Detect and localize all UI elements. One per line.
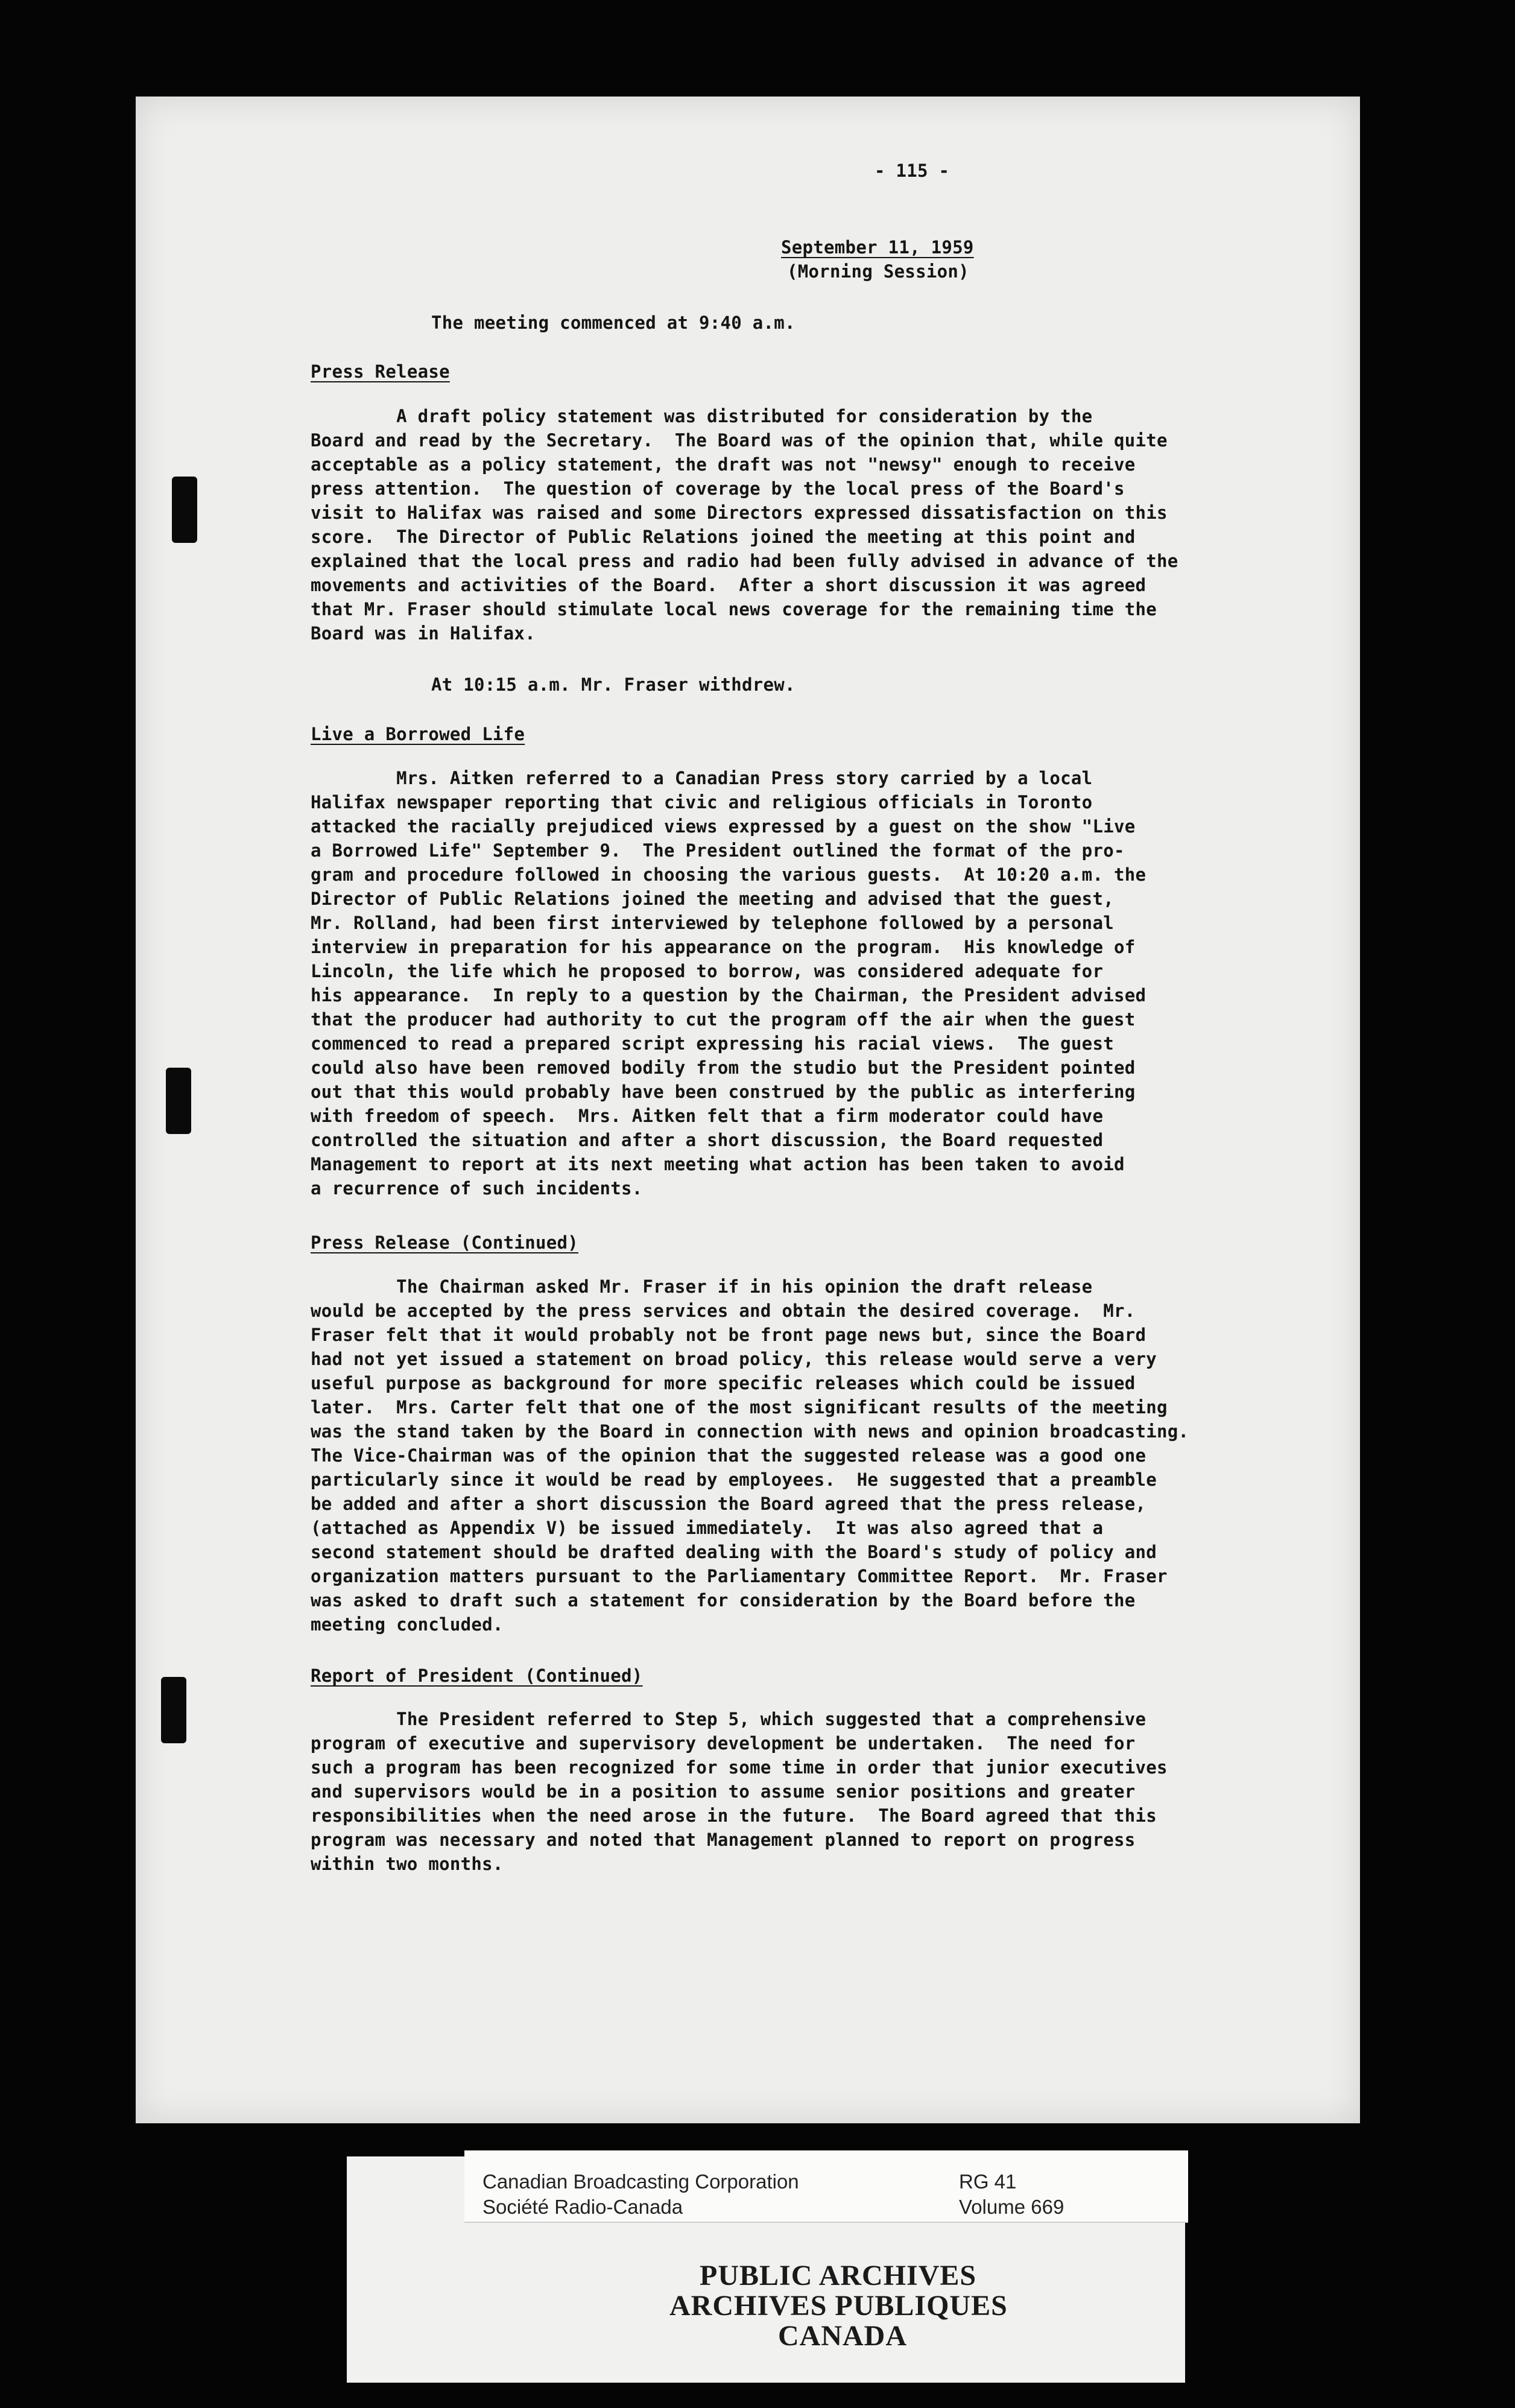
text-line: responsibilities when the need arose in the future. The Board agreed that this [311, 1805, 1157, 1826]
text-line: commenced to read a prepared script expressing his racial views. The guest [311, 1033, 1114, 1054]
session-label: (Morning Session) [787, 261, 969, 282]
text-line: (attached as Appendix V) be issued immediately. It was also agreed that a [311, 1518, 1104, 1538]
text-line: Board was in Halifax. [311, 623, 536, 644]
paragraph-live-a-borrowed-life [311, 766, 1456, 1200]
text-line: a recurrence of such incidents. [311, 1178, 643, 1199]
text-line: visit to Halifax was raised and some Directors expressed dissatisfaction on this [311, 502, 1168, 523]
record-group: RG 41 [959, 2170, 1017, 2193]
text-line: Board and read by the Secretary. The Board was of the opinion that, while quite [311, 430, 1168, 451]
text-line: Lincoln, the life which he proposed to borrow, was considered adequate for [311, 961, 1104, 981]
paragraph-press-release [311, 404, 1456, 645]
archives-line-3: CANADA [778, 2320, 907, 2352]
text-line: Fraser felt that it would probably not be front page news but, since the Board [311, 1325, 1147, 1345]
text-line: his appearance. In reply to a question by the Chairman, the President advised [311, 985, 1147, 1006]
date-heading: September 11, 1959 [781, 237, 974, 258]
document-page [136, 97, 1360, 2123]
section-heading-press-release: Press Release [311, 361, 450, 382]
text-line: A draft policy statement was distributed for consideration by the [311, 406, 1093, 426]
punch-hole-middle [166, 1068, 191, 1134]
section-heading-live-a-borrowed-life: Live a Borrowed Life [311, 724, 525, 744]
text-line: interview in preparation for his appearance on the program. His knowledge of [311, 937, 1136, 957]
archives-line-1: PUBLIC ARCHIVES [700, 2260, 977, 2292]
text-line: The President referred to Step 5, which suggested that a comprehensive [311, 1709, 1147, 1729]
punch-hole-bottom [161, 1677, 186, 1743]
text-line: was the stand taken by the Board in connection with news and opinion broadcasting. [311, 1421, 1189, 1442]
text-line: particularly since it would be read by employees. He suggested that a preamble [311, 1469, 1157, 1490]
archives-line-2: ARCHIVES PUBLIQUES [669, 2290, 1008, 2322]
text-line: Mr. Rolland, had been first interviewed by telephone followed by a personal [311, 913, 1114, 933]
org-name-english: Canadian Broadcasting Corporation [482, 2170, 799, 2193]
text-line: program of executive and supervisory development be undertaken. The need for [311, 1733, 1136, 1754]
text-line: controlled the situation and after a short discussion, the Board requested [311, 1130, 1104, 1150]
fraser-withdrew-note: At 10:15 a.m. Mr. Fraser withdrew. [431, 674, 795, 695]
text-line: that the producer had authority to cut the program off the air when the guest [311, 1009, 1136, 1030]
page-number: - 115 - [875, 160, 950, 181]
text-line: with freedom of speech. Mrs. Aitken felt that a firm moderator could have [311, 1106, 1104, 1126]
text-line: Mrs. Aitken referred to a Canadian Press story carried by a local [311, 768, 1093, 788]
text-line: would be accepted by the press services and obtain the desired coverage. Mr. [311, 1301, 1136, 1321]
section-heading-report-of-president: Report of President (Continued) [311, 1665, 643, 1686]
text-line: useful purpose as background for more specific releases which could be issued [311, 1373, 1136, 1393]
text-line: be added and after a short discussion the Board agreed that the press release, [311, 1494, 1147, 1514]
text-line: organization matters pursuant to the Parliamentary Committee Report. Mr. Fraser [311, 1566, 1168, 1586]
text-line: a Borrowed Life" September 9. The President outlined the format of the pro- [311, 840, 1125, 861]
text-line: was asked to draft such a statement for consideration by the Board before the [311, 1590, 1136, 1611]
paragraph-press-release-continued [311, 1275, 1456, 1636]
text-line: program was necessary and noted that Management planned to report on progress [311, 1830, 1136, 1850]
text-line: acceptable as a policy statement, the draft was not "newsy" enough to receive [311, 454, 1136, 475]
section-heading-press-release-continued: Press Release (Continued) [311, 1232, 578, 1253]
text-line: Halifax newspaper reporting that civic and religious officials in Toronto [311, 792, 1093, 813]
text-line: The Vice-Chairman was of the opinion that the suggested release was a good one [311, 1445, 1147, 1466]
text-line: meeting concluded. [311, 1614, 504, 1635]
text-line: press attention. The question of coverage by the local press of the Board's [311, 478, 1125, 499]
volume-number: Volume 669 [959, 2196, 1064, 2218]
text-line: had not yet issued a statement on broad policy, this release would serve a very [311, 1349, 1157, 1369]
text-line: out that this would probably have been construed by the public as interfering [311, 1082, 1136, 1102]
text-line: Director of Public Relations joined the meeting and advised that the guest, [311, 889, 1114, 909]
text-line: movements and activities of the Board. After a short discussion it was agreed [311, 575, 1147, 595]
text-line: second statement should be drafted dealing with the Board's study of policy and [311, 1542, 1157, 1562]
text-line: and supervisors would be in a position to assume senior positions and greater [311, 1781, 1136, 1802]
org-name-french: Société Radio-Canada [482, 2196, 683, 2218]
text-line: could also have been removed bodily from the studio but the President pointed [311, 1057, 1136, 1078]
text-line: attacked the racially prejudiced views expressed by a guest on the show "Live [311, 816, 1136, 837]
text-line: such a program has been recognized for some time in order that junior executives [311, 1757, 1168, 1778]
text-line: gram and procedure followed in choosing the various guests. At 10:20 a.m. the [311, 864, 1147, 885]
meeting-opening: The meeting commenced at 9:40 a.m. [431, 312, 795, 333]
text-line: that Mr. Fraser should stimulate local news coverage for the remaining time the [311, 599, 1157, 619]
text-line: explained that the local press and radio had been fully advised in advance of the [311, 551, 1178, 571]
text-line: later. Mrs. Carter felt that one of the most significant results of the meeting [311, 1397, 1168, 1418]
text-line: score. The Director of Public Relations joined the meeting at this point and [311, 527, 1136, 547]
text-line: The Chairman asked Mr. Fraser if in his opinion the draft release [311, 1276, 1093, 1297]
punch-hole-top [172, 477, 197, 543]
text-line: within two months. [311, 1854, 504, 1874]
paragraph-report-of-president [311, 1707, 1456, 1876]
text-line: Management to report at its next meeting what action has been taken to avoid [311, 1154, 1125, 1174]
